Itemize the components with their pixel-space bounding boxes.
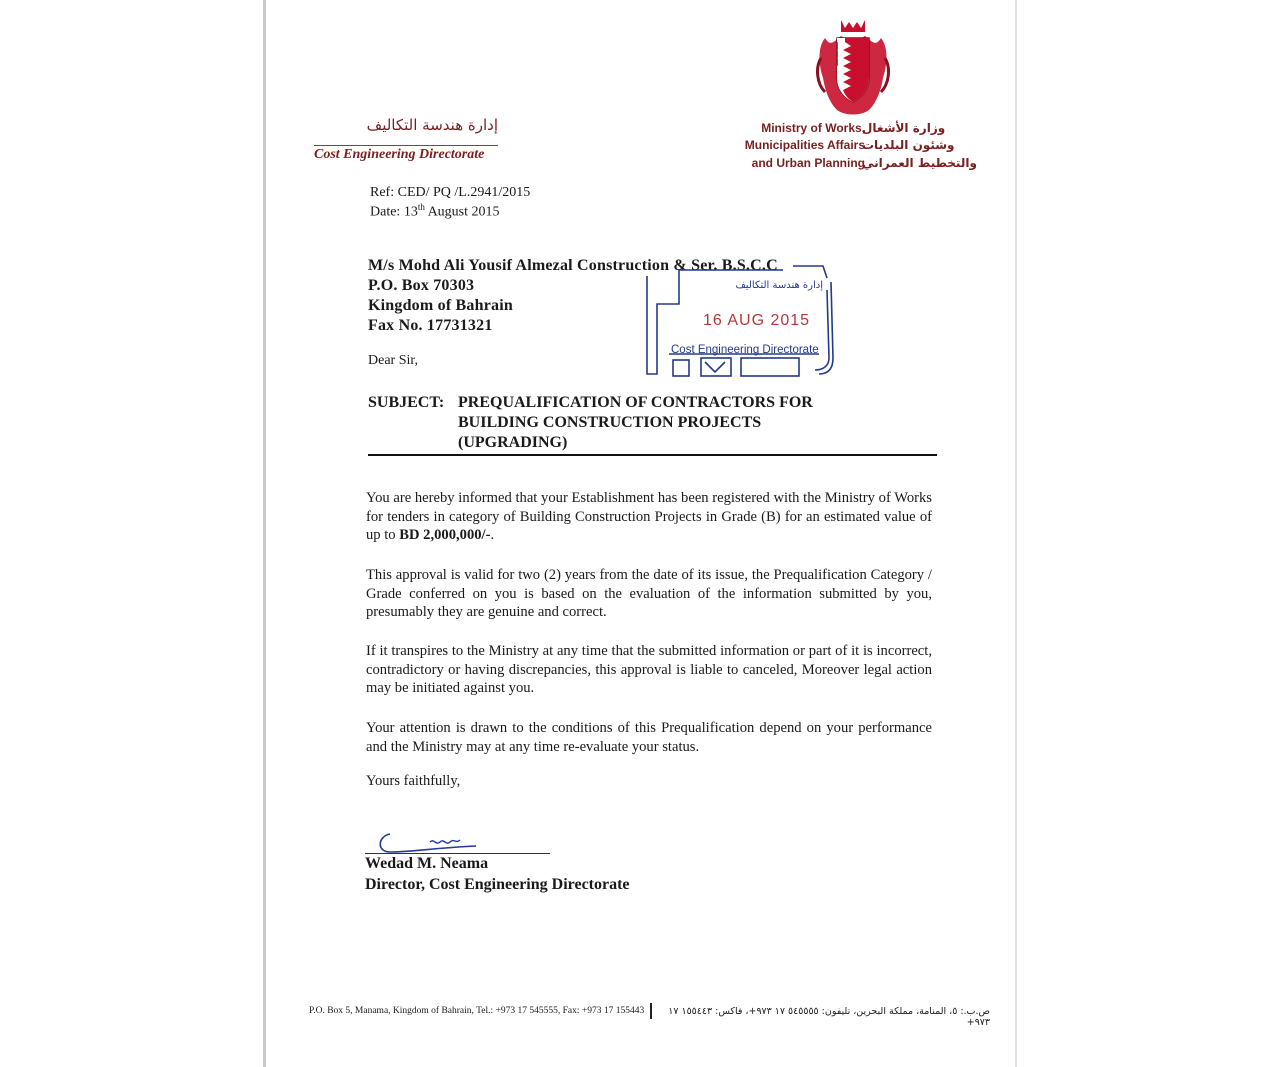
paragraph-registration: You are hereby informed that your Establishment has been registered with the Ministry of Works for tenders in category of Building Construction Projects in Grade (B) for an estimated value of up to BD 2,000,000/-. <box>366 490 932 543</box>
directorate-divider <box>314 145 498 146</box>
paragraph-conditions: Your attention is drawn to the conditions of this Prequalification depend on your performance and the Ministry may at any time re-evaluate your status. <box>366 720 932 755</box>
recipient-pobox: P.O. Box 70303 <box>368 277 475 294</box>
paragraph-liability: If it transpires to the Ministry at any time that the submitted information or part of it is incorrect, contradictory or having discrepancies, this approval is liable to canceled, Moreover legal action may be initiated against you. <box>366 643 932 696</box>
subject-underline <box>368 454 937 456</box>
subject-line-3: (UPGRADING) <box>458 434 568 451</box>
signatory-name: Wedad M. Neama <box>365 855 489 872</box>
approved-value: BD 2,000,000/- <box>399 527 491 543</box>
recipient-fax: Fax No. 17731321 <box>368 317 493 334</box>
ministry-line-1-en: Ministry of Works, <box>761 121 865 135</box>
stamp-date: 16 AUG 2015 <box>703 312 811 329</box>
ministry-line-3-en: and Urban Planning <box>751 156 865 170</box>
ministry-line-2-en: Municipalities Affairs <box>744 138 865 152</box>
salutation: Dear Sir, <box>368 353 418 368</box>
reference-number: Ref: CED/ PQ /L.2941/2015 <box>370 185 531 200</box>
page-right-edge <box>1015 0 1017 1067</box>
footer-address-en: P.O. Box 5, Manama, Kingdom of Bahrain, Tel.: +973 17 545555, Fax: +973 17 155443 <box>309 1006 645 1016</box>
recipient-name: M/s Mohd Ali Yousif Almezal Construction & Ser. B.S.C.C <box>368 257 778 274</box>
footer-separator <box>650 1003 652 1019</box>
directorate-english: Cost Engineering Directorate <box>314 147 485 162</box>
closing: Yours faithfully, <box>366 773 461 789</box>
stamp-directorate: Cost Engineering Directorate <box>671 344 819 356</box>
footer-address-ar: ص.ب.: ٥، المنامة، مملكة البحرين، تليفون: ٥٤٥٥٥٥ ١٧ ٩٧٣+، فاكس: ١٥٥٤٤٣ ١٧ ٩٧٣+ <box>668 1006 990 1028</box>
ministry-line-3-ar: والتخطيط العمراني <box>862 156 977 170</box>
subject-label: SUBJECT: <box>368 394 445 411</box>
signature-line <box>365 853 550 854</box>
directorate-arabic: إدارة هندسة التكاليف <box>366 116 498 134</box>
signatory-title: Director, Cost Engineering Directorate <box>365 876 630 893</box>
recipient-country: Kingdom of Bahrain <box>368 297 513 314</box>
paragraph-validity: This approval is valid for two (2) years from the date of its issue, the Prequalification Category / Grade conferred on you is based on the evaluation of the information submitted by you, presumably they are genuine and correct. <box>366 567 932 620</box>
page-left-edge <box>263 0 266 1067</box>
letter-date: Date: 13th August 2015 <box>370 202 500 220</box>
ministry-line-2-ar: وشئون البلديات <box>862 138 955 152</box>
ministry-line-1-ar: وزارة الأشغال <box>862 121 946 135</box>
bahrain-emblem <box>815 18 891 120</box>
subject-line-2: BUILDING CONSTRUCTION PROJECTS <box>458 414 762 431</box>
stamp-arabic-title: إدارة هندسة التكاليف <box>735 280 823 291</box>
subject-line-1: PREQUALIFICATION OF CONTRACTORS FOR <box>458 394 813 411</box>
